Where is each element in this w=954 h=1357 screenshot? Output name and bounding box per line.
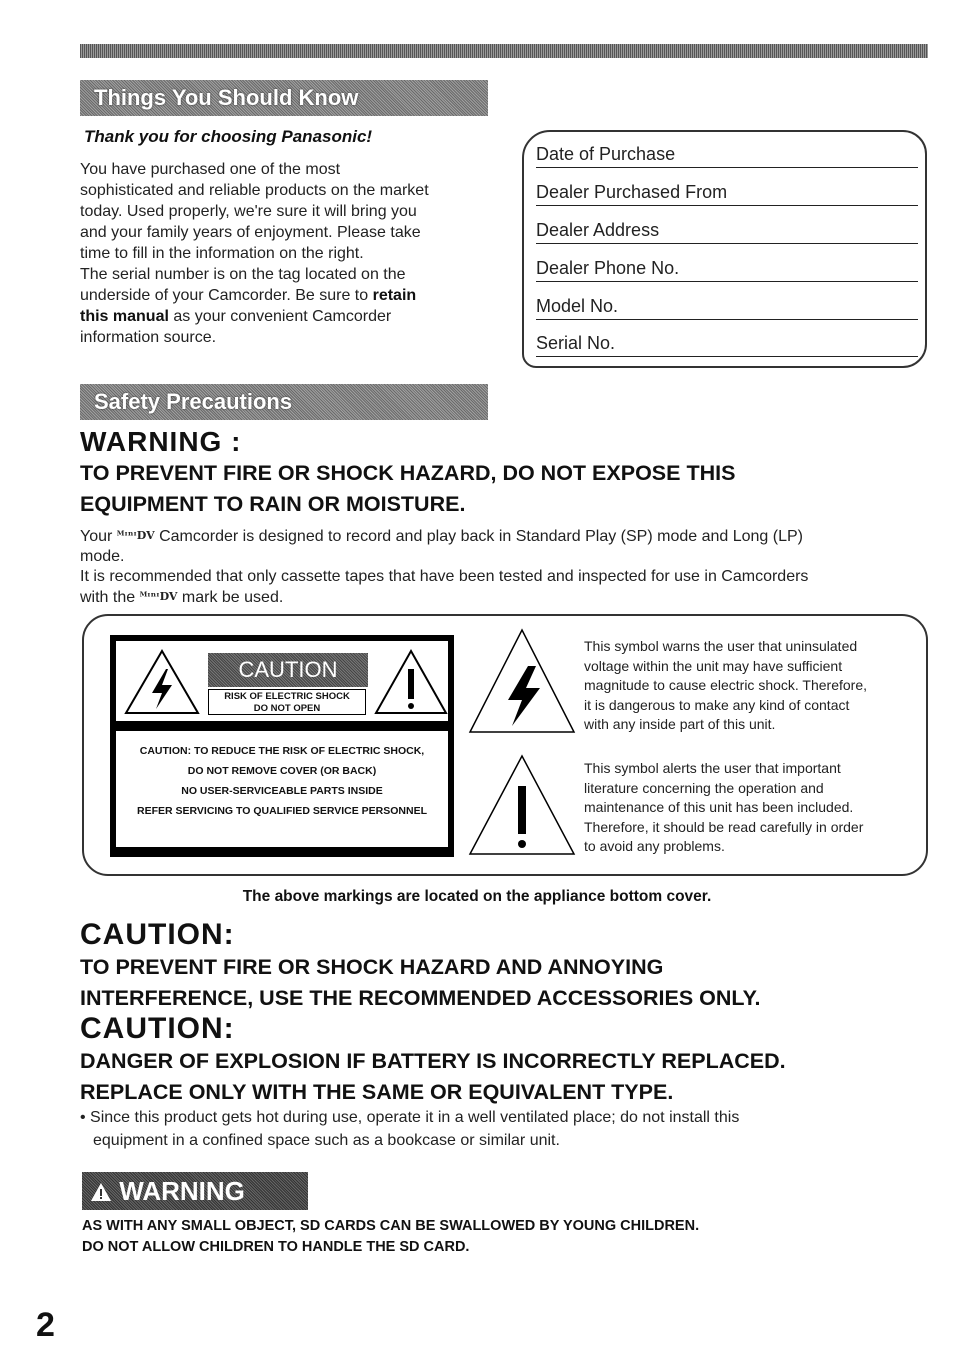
minidv-logo: ᴹᶦⁿᶦDV [116,529,155,542]
intro-line: this manual as your convenient Camcorder [80,308,392,325]
intro-paragraph [80,159,500,348]
warning-badge: WARNING [82,1172,308,1210]
caution-line: INTERFERENCE, USE THE RECOMMENDED ACCESSORIES ONLY. [80,986,761,1010]
label-line: DO NOT REMOVE COVER (OR BACK) [187,765,377,777]
record-field-phone: Dealer Phone No. [536,258,918,282]
risk-notice: RISK OF ELECTRIC SHOCK DO NOT OPEN [208,689,366,715]
lightning-symbol-description: This symbol warns the user that uninsulated voltage within the unit may have sufficient magnitude to cause electric shock. Therefore, it is dangerous to make any kind of contact with any inside part of this unit. [584,638,868,732]
lightning-warning-icon [122,647,202,717]
record-field-dealer: Dealer Purchased From [536,182,918,206]
caution-label [110,635,454,857]
label-line: CAUTION: TO REDUCE THE RISK OF ELECTRIC SHOCK, [139,745,425,757]
intro-line: time to fill in the information on the right. [80,245,364,262]
markings-note: The above markings are located on the appliance bottom cover. [242,888,712,905]
record-field-serial: Serial No. [536,333,918,357]
intro-line: information source. [80,329,217,346]
exclamation-symbol-description: This symbol alerts the user that important literature concerning the operation and maintenance of this unit has been included. Therefore, it should be read carefully in order to avoid any problems. [584,760,864,854]
section-tab-safety: Safety Precautions [80,384,488,420]
intro-line: today. Used properly, we're sure it will bring you [80,203,417,220]
intro-line: and your family years of enjoyment. Please take [80,224,421,241]
caution-line: DANGER OF EXPLOSION IF BATTERY IS INCORRECTLY REPLACED. [80,1049,786,1073]
purchase-record-box [522,130,927,368]
thankyou-heading: Thank you for choosing Panasonic! [84,127,373,146]
intro-line: underside of your Camcorder. Be sure to retain [80,287,417,304]
intro-line: You have purchased one of the most [80,161,341,178]
bullet-line: equipment in a confined space such as a bookcase or similar unit. [93,1132,560,1149]
warning-triangle-icon [90,1182,112,1202]
warning-heading: WARNING : [80,426,242,457]
record-field-address: Dealer Address [536,220,918,244]
intro-line: sophisticated and reliable products on the market [80,182,429,199]
hazard-heading-line: TO PREVENT FIRE OR SHOCK HAZARD, DO NOT EXPOSE THIS [80,461,736,485]
exclamation-warning-icon [374,647,448,717]
caution-badge: CAUTION [208,653,368,687]
label-line: NO USER-SERVICEABLE PARTS INSIDE [181,785,383,797]
section-tab-things-to-know: Things You Should Know [80,80,488,116]
intro-line: The serial number is on the tag located on the [80,266,406,283]
label-line: REFER SERVICING TO QUALIFIED SERVICE PERSONNEL [137,805,427,817]
minidv-logo: ᴹᶦⁿᶦDV [139,590,178,603]
bullet-line: • Since this product gets hot during use, operate it in a well ventilated place; do not install this [80,1109,740,1126]
caution-heading: CAUTION: [80,1012,235,1045]
caution-heading: CAUTION: [80,918,235,951]
minidv-paragraph: Your ᴹᶦⁿᶦDV Camcorder is designed to record and play back in Standard Play (SP) mode and Long (LP) mode. It is recommended that only cassette tapes that have been tested and inspected for use in Camcorders with the ᴹᶦⁿᶦDV mark be used. [80,528,809,606]
record-field-model: Model No. [536,296,918,320]
sd-card-warning: AS WITH ANY SMALL OBJECT, SD CARDS CAN BE SWALLOWED BY YOUNG CHILDREN. DO NOT ALLOW CHILDREN TO HANDLE THE SD CARD. [82,1218,700,1255]
exclamation-symbol-icon [466,752,578,858]
caution-line: REPLACE ONLY WITH THE SAME OR EQUIVALENT TYPE. [80,1080,674,1104]
caution-line: TO PREVENT FIRE OR SHOCK HAZARD AND ANNOYING [80,955,664,979]
page-number: 2 [36,1306,55,1344]
record-field-date: Date of Purchase [536,144,918,168]
lightning-symbol-icon [466,626,578,736]
hazard-heading-line: EQUIPMENT TO RAIN OR MOISTURE. [80,492,466,516]
header-bar [80,44,928,58]
